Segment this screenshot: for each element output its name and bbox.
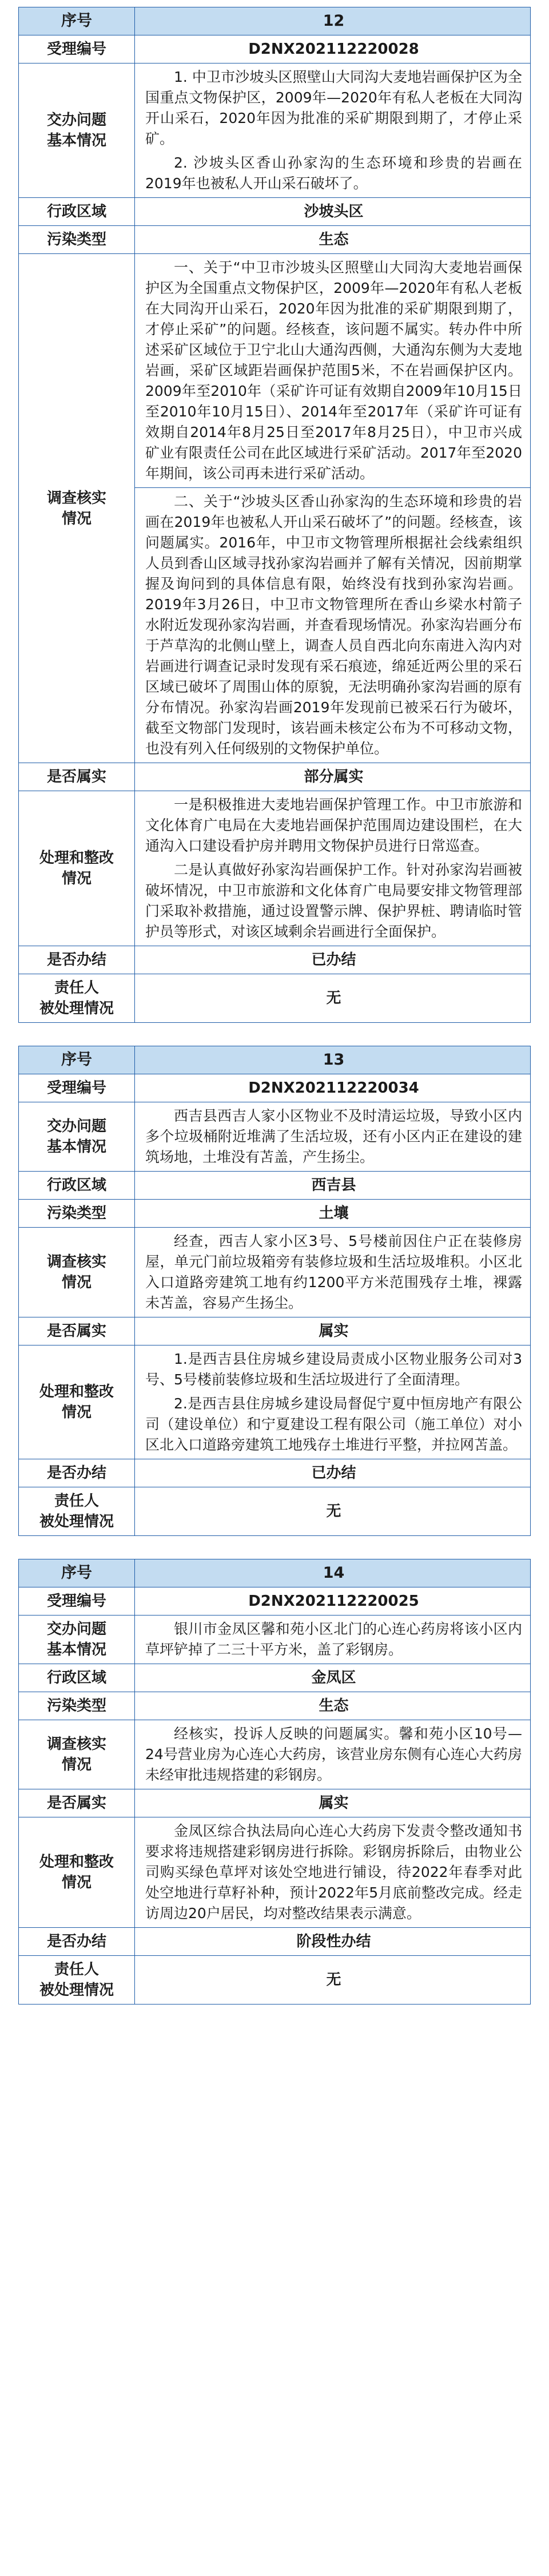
accountable-label-line1: 责任人: [54, 1961, 99, 1978]
row-issue: [19, 63, 531, 198]
issue-label: [19, 63, 135, 198]
findings-value: [135, 1228, 531, 1317]
closed-label: 是否办结: [19, 1459, 135, 1487]
accept-no-value: D2NX202112220028: [135, 35, 531, 63]
row-closed: [19, 946, 531, 974]
accept-no-label: 受理编号: [19, 1074, 135, 1102]
row-accountable: [19, 1487, 531, 1536]
pollution-value: 生态: [135, 1692, 531, 1720]
row-pollution: [19, 1692, 531, 1720]
closed-value: 阶段性办结: [135, 1928, 531, 1956]
row-findings: [19, 1720, 531, 1789]
accountable-value: 无: [135, 974, 531, 1023]
handling-label: [19, 791, 135, 946]
seq-value: 14: [135, 1559, 531, 1587]
seq-value: 13: [135, 1046, 531, 1074]
findings-label-line2: 情况: [61, 1756, 92, 1773]
issue-label-line1: 交办问题: [46, 1118, 106, 1135]
accountable-label-line1: 责任人: [54, 979, 99, 997]
row-closed: [19, 1459, 531, 1487]
pollution-label: 污染类型: [19, 1200, 135, 1228]
handling-paragraph: 金凤区综合执法局向心连心大药房下发责令整改通知书要求将违规搭建彩钢房进行拆除。彩钢房拆除后，由物业公司购买绿色草坪对该处空地进行铺设，待2022年春季对此处空地进行草籽补种，预计2022年5月底前整改完成。经走访周边20户居民，均对整改结果表示满意。: [145, 1823, 522, 1922]
findings-paragraph: 经查，西吉人家小区3号、5号楼前因住户正在装修房屋，单元门前垃圾箱旁有装修垃圾和生活垃圾堆积。小区北入口道路旁建筑工地有约1200平方米范围残存土堆，裸露未苫盖，容易产生扬尘。: [145, 1233, 522, 1311]
row-issue: [19, 1616, 531, 1664]
region-value: 西吉县: [135, 1172, 531, 1200]
row-handling: [19, 1345, 531, 1459]
region-label: 行政区域: [19, 198, 135, 226]
accountable-label-line2: 被处理情况: [39, 1000, 114, 1017]
row-accept-no: [19, 1587, 531, 1616]
row-verified: [19, 763, 531, 791]
accountable-label: [19, 974, 135, 1023]
handling-label-line1: 处理和整改: [39, 1383, 114, 1400]
findings-label-line1: 调查核实: [46, 1736, 106, 1753]
issue-paragraph: 银川市金凤区馨和苑小区北门的心连心药房将该小区内草坪铲掉了二三十平方米，盖了彩钢房。: [145, 1621, 522, 1658]
row-accountable: [19, 1956, 531, 2005]
accountable-label-line2: 被处理情况: [39, 1513, 114, 1530]
row-seq: [19, 1559, 531, 1587]
handling-label: [19, 1817, 135, 1928]
row-accept-no: [19, 35, 531, 63]
handling-paragraph: 一是积极推进大麦地岩画保护管理工作。中卫市旅游和文化体育广电局在大麦地岩画保护范围周边建设围栏，在大通沟入口建设看护房并聘用文物保护员进行日常巡查。: [145, 796, 522, 854]
accountable-label: [19, 1956, 135, 2005]
handling-paragraph: 1.是西吉县住房城乡建设局责成小区物业服务公司对3号、5号楼前装修垃圾和生活垃圾进行了全面清理。: [145, 1351, 522, 1388]
row-issue: [19, 1102, 531, 1172]
findings-label-line2: 情况: [61, 1274, 92, 1291]
issue-label-line2: 基本情况: [46, 1641, 106, 1658]
seq-label: 序号: [19, 1559, 135, 1587]
closed-value: 已办结: [135, 1459, 531, 1487]
findings-label: [19, 1720, 135, 1789]
closed-label: 是否办结: [19, 946, 135, 974]
closed-value: 已办结: [135, 946, 531, 974]
row-region: [19, 198, 531, 226]
accountable-value: 无: [135, 1487, 531, 1536]
row-findings: [19, 254, 531, 763]
region-value: 金凤区: [135, 1664, 531, 1692]
accept-no-label: 受理编号: [19, 1587, 135, 1616]
handling-value: [135, 791, 531, 946]
findings-paragraph: 二、关于“沙坡头区香山孙家沟的生态环境和珍贵的岩画在2019年也被私人开山采石破坏了”的问题。经核查，该问题属实。2016年，中卫市文物管理所根据社会线索组织人员到香山区域寻找孙家沟岩画并了解有关情况，因前期掌握及询问到的具体信息有限，始终没有找到孙家沟岩画。2019年3月26日，中卫市文物管理所在香山乡梁水村箭子水附近发现孙家沟岩画，并查看现场情况。孙家沟岩画分布于芦草沟的北侧山壁上，调查人员自西北向东南进入沟内对岩画进行调查记录时发现有采石痕迹，绵延近两公里的采石区域已破坏了周围山体的原貌，无法明确孙家沟岩画的原有分布情况。孙家沟岩画2019年发现前已被采石行为破坏，截至文物部门发现时，该岩画未核定公布为不可移动文物，也没有列入任何级别的文物保护单位。: [145, 493, 522, 757]
row-closed: [19, 1928, 531, 1956]
handling-label-line2: 情况: [61, 1404, 92, 1421]
findings-label: [19, 254, 135, 763]
row-region: [19, 1664, 531, 1692]
row-pollution: [19, 226, 531, 254]
row-accountable: [19, 974, 531, 1023]
region-label: 行政区域: [19, 1172, 135, 1200]
accountable-label: [19, 1487, 135, 1536]
issue-label-line2: 基本情况: [46, 1138, 106, 1156]
accept-no-label: 受理编号: [19, 35, 135, 63]
accountable-value: 无: [135, 1956, 531, 2005]
findings-paragraph: 经核实，投诉人反映的问题属实。馨和苑小区10号—24号营业房为心连心大药房，该营业房东侧有心连心大药房未经审批违规搭建的彩钢房。: [145, 1725, 522, 1783]
handling-value: [135, 1345, 531, 1459]
row-pollution: [19, 1200, 531, 1228]
row-verified: [19, 1789, 531, 1817]
handling-label: [19, 1345, 135, 1459]
seq-label: 序号: [19, 1046, 135, 1074]
seq-value: 12: [135, 7, 531, 35]
issue-paragraph: 1. 中卫市沙坡头区照壁山大同沟大麦地岩画保护区为全国重点文物保护区，2009年—2020年有私人老板在大同沟开山采石，2020年因为批准的采矿期限到期了，才停止采矿。: [145, 69, 522, 147]
issue-label: [19, 1102, 135, 1172]
issue-label: [19, 1616, 135, 1664]
findings-value: [135, 254, 531, 763]
row-handling: [19, 1817, 531, 1928]
row-handling: [19, 791, 531, 946]
findings-label-line1: 调查核实: [46, 1253, 106, 1271]
verified-value: 部分属实: [135, 763, 531, 791]
issue-paragraph: 西吉县西吉人家小区物业不及时清运垃圾，导致小区内多个垃圾桶附近堆满了生活垃圾，还有小区内正在建设的建筑场地，土堆没有苫盖，产生扬尘。: [145, 1108, 522, 1165]
case-card-14: [18, 1559, 531, 2005]
accountable-label-line1: 责任人: [54, 1493, 99, 1510]
verified-value: 属实: [135, 1789, 531, 1817]
pollution-label: 污染类型: [19, 1692, 135, 1720]
row-region: [19, 1172, 531, 1200]
handling-paragraph: 二是认真做好孙家沟岩画保护工作。针对孙家沟岩画被破坏情况，中卫市旅游和文化体育广电局要安排文物管理部门采取补救措施，通过设置警示牌、保护界桩、聘请临时管护员等形式，对该区域剩余岩画进行全面保护。: [145, 862, 522, 940]
verified-label: 是否属实: [19, 763, 135, 791]
accountable-label-line2: 被处理情况: [39, 1982, 114, 1999]
row-seq: [19, 7, 531, 35]
findings-label: [19, 1228, 135, 1317]
case-card-13: [18, 1046, 531, 1536]
findings-label-line1: 调查核实: [46, 489, 106, 507]
issue-paragraph: 2. 沙坡头区香山孙家沟的生态环境和珍贵的岩画在2019年也被私人开山采石破坏了。: [145, 154, 522, 192]
pollution-value: 生态: [135, 226, 531, 254]
accept-no-value: D2NX202112220034: [135, 1074, 531, 1102]
seq-label: 序号: [19, 7, 135, 35]
verified-value: 属实: [135, 1317, 531, 1345]
row-accept-no: [19, 1074, 531, 1102]
handling-paragraph: 2.是西吉县住房城乡建设局督促宁夏中恒房地产有限公司（建设单位）和宁夏建设工程有限公司（施工单位）对小区北入口道路旁建筑工地残存土堆进行平整，并拉网苫盖。: [145, 1395, 522, 1453]
verified-label: 是否属实: [19, 1789, 135, 1817]
issue-label-line1: 交办问题: [46, 1621, 106, 1638]
issue-value: [135, 63, 531, 198]
handling-label-line2: 情况: [61, 870, 92, 887]
issue-label-line1: 交办问题: [46, 112, 106, 129]
region-label: 行政区域: [19, 1664, 135, 1692]
pollution-value: 土壤: [135, 1200, 531, 1228]
region-value: 沙坡头区: [135, 198, 531, 226]
findings-paragraph: 一、关于“中卫市沙坡头区照壁山大同沟大麦地岩画保护区为全国重点文物保护区，2009年—2020年有私人老板在大同沟开山采石，2020年因为批准的采矿期限到期了，才停止采矿”的问题。经核查，该问题不属实。转办件中所述采矿区域位于卫宁北山大通沟西侧，大通沟东侧为大麦地岩画，采矿区域距岩画保护范围5米，不在岩画保护区内。2009年至2010年（采矿许可证有效期自2009年10月15日至2010年10月15日）、2014年至2017年（采矿许可证有效期自2014年8月25日至2017年8月25日），中卫市兴成矿业有限责任公司在此区域进行采矿活动。2017年至2020年期间，该公司再未进行采矿活动。: [145, 259, 522, 482]
issue-value: [135, 1102, 531, 1172]
row-findings: [19, 1228, 531, 1317]
case-card-12: [18, 7, 531, 1023]
handling-label-line2: 情况: [61, 1874, 92, 1891]
findings-label-line2: 情况: [61, 510, 92, 527]
pollution-label: 污染类型: [19, 226, 135, 254]
issue-value: [135, 1616, 531, 1664]
verified-label: 是否属实: [19, 1317, 135, 1345]
row-seq: [19, 1046, 531, 1074]
handling-label-line1: 处理和整改: [39, 1853, 114, 1871]
issue-label-line2: 基本情况: [46, 132, 106, 149]
row-verified: [19, 1317, 531, 1345]
handling-label-line1: 处理和整改: [39, 850, 114, 867]
accept-no-value: D2NX202112220025: [135, 1587, 531, 1616]
handling-value: [135, 1817, 531, 1928]
findings-value: [135, 1720, 531, 1789]
closed-label: 是否办结: [19, 1928, 135, 1956]
section-divider: [135, 487, 530, 488]
